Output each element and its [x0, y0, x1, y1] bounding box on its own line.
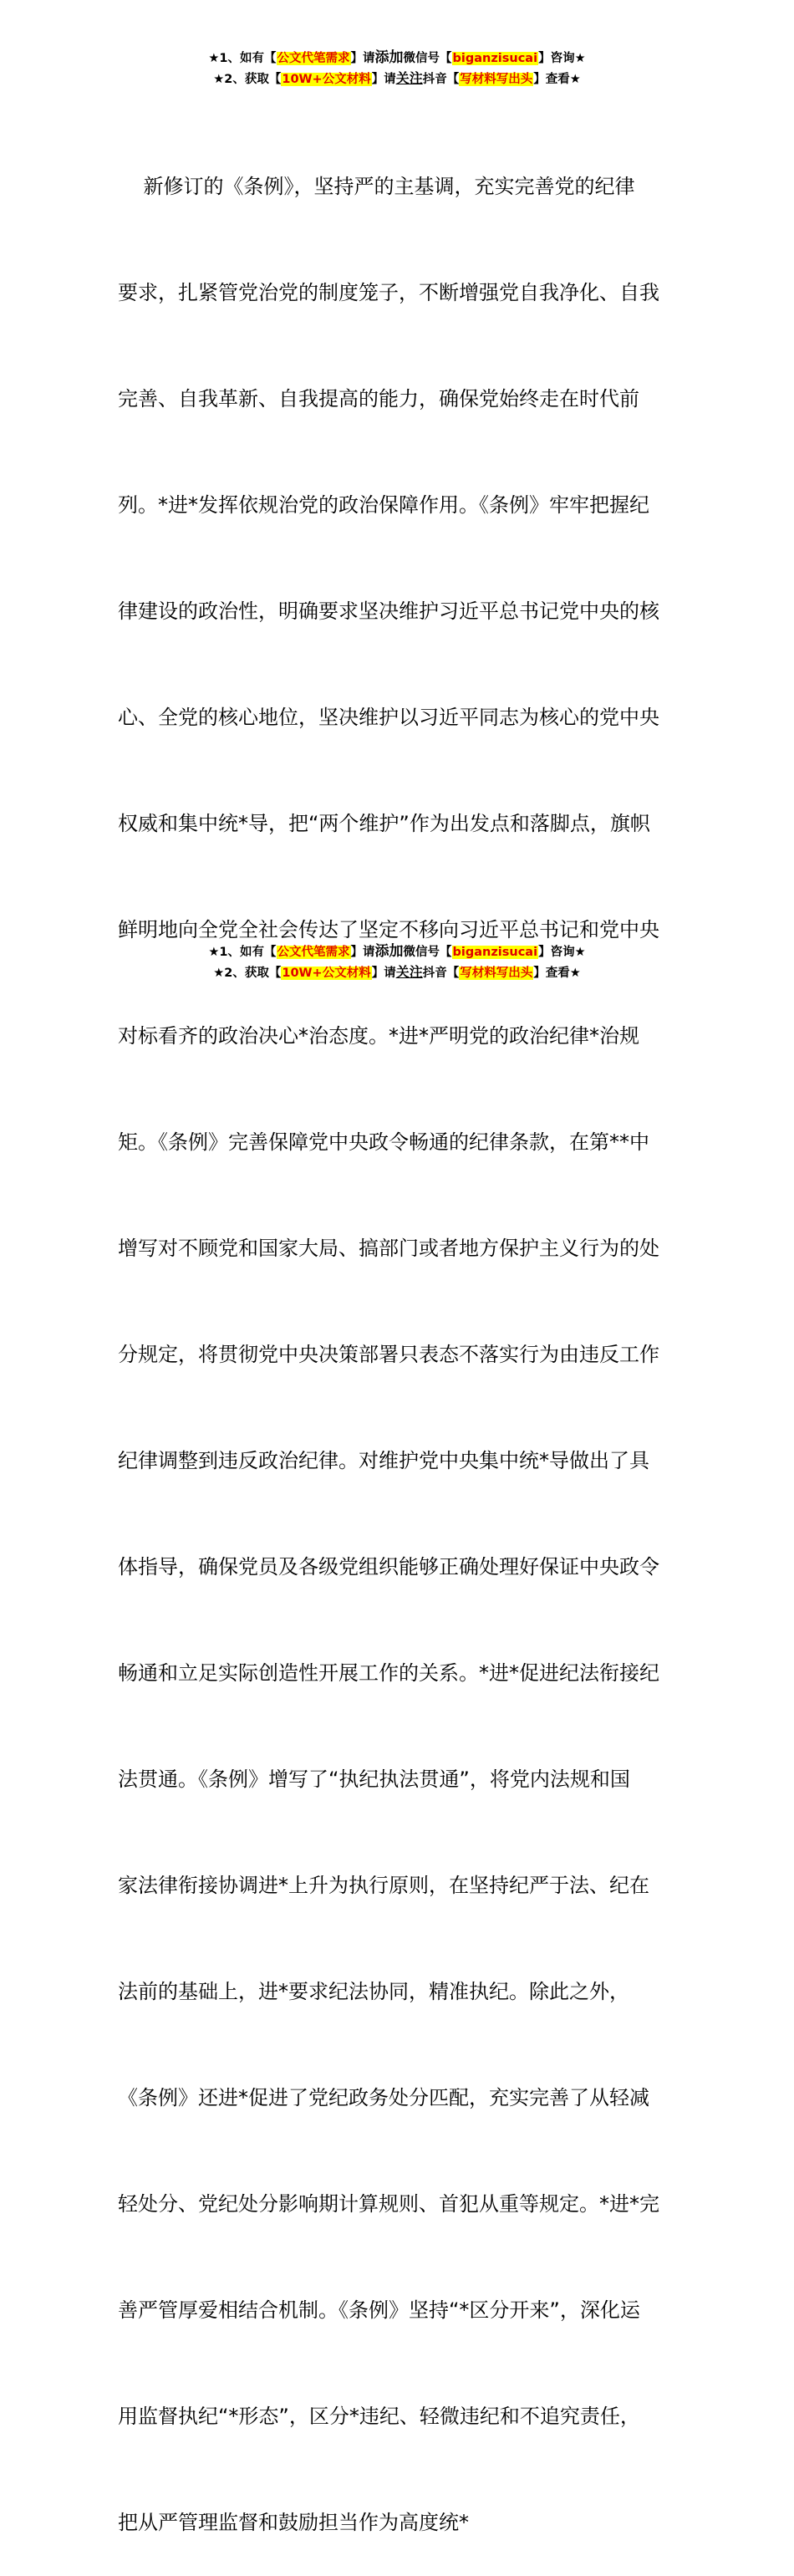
- body-line: 家法律衔接协调进*上升为执行原则，在坚持纪严于法、纪在: [118, 1874, 649, 1898]
- body-line: 要求，扎紧管党治党的制度笼子，不断增强党自我净化、自我: [118, 280, 659, 304]
- footer-banner: [0, 942, 794, 983]
- footer-line2-mid1: 】请: [371, 967, 396, 980]
- footer-line2-emphasis: 关注: [395, 964, 423, 980]
- body-line: 《条例》还进*促进了党纪政务处分匹配，充实完善了从轻减: [118, 2086, 649, 2110]
- header-banner-line-2: [0, 69, 794, 89]
- footer-banner-line-1: [0, 942, 794, 962]
- header-line1-highlight-wechat: biganzisucai: [452, 52, 538, 65]
- footer-line1-prefix: ★1、如有【: [208, 946, 277, 959]
- header-line2-highlight-douyin: 写材料写出头: [460, 73, 533, 86]
- footer-line2-suffix: 】查看★: [533, 967, 581, 980]
- footer-line1-mid2: 微信号【: [403, 946, 452, 959]
- header-line1-mid1: 】请: [350, 52, 375, 65]
- body-line: 体指导，确保党员及各级党组织能够正确处理好保证中央政令: [118, 1555, 659, 1579]
- header-banner-line-1: [0, 48, 794, 69]
- body-line: 列。*进*发挥依规治党的政治保障作用。《条例》牢牢把握纪: [118, 492, 649, 517]
- body-line: 新修订的《条例》，坚持严的主基调，充实完善党的纪律: [118, 174, 635, 198]
- header-banner: [0, 48, 794, 89]
- footer-line2-highlight-materials: 10W+公文材料: [282, 967, 371, 980]
- footer-line1-mid1: 】请: [350, 946, 375, 959]
- header-line2-mid2: 抖音【: [422, 73, 460, 86]
- body-line: 轻处分、党纪处分影响期计算规则、首犯从重等规定。*进*完: [118, 2192, 659, 2216]
- footer-banner-line-2: [0, 962, 794, 983]
- body-line: 矩。《条例》完善保障党中央政令畅通的纪律条款，在第**中: [118, 1130, 649, 1154]
- header-line1-emphasis: 添加: [374, 49, 404, 66]
- body-line: 心、全党的核心地位，坚决维护以习近平同志为核心的党中央: [118, 705, 659, 729]
- body-line: 用监督执纪“*形态”，区分*违纪、轻微违纪和不追究责任，: [118, 2405, 640, 2429]
- document-body: [118, 98, 679, 2576]
- body-line: 分规定，将贯彻党中央决策部署只表态不落实行为由违反工作: [118, 1343, 659, 1367]
- body-line: 法贯通。《条例》增写了“执纪执法贯通”，将党内法规和国: [118, 1767, 630, 1792]
- header-line2-highlight-materials: 10W+公文材料: [282, 73, 371, 86]
- footer-line1-highlight-wechat: biganzisucai: [452, 946, 538, 959]
- body-line: 律建设的政治性，明确要求坚决维护习近平总书记党中央的核: [118, 599, 659, 623]
- body-line: 权威和集中统*导，把“两个维护”作为出发点和落脚点，旗帜: [118, 811, 650, 835]
- header-line2-emphasis: 关注: [395, 70, 423, 86]
- body-line: 善严管厚爱相结合机制。《条例》坚持“*区分开来”，深化运: [118, 2298, 640, 2323]
- footer-line2-prefix: ★2、获取【: [213, 967, 282, 980]
- header-line2-prefix: ★2、获取【: [213, 73, 282, 86]
- body-line: 畅通和立足实际创造性开展工作的关系。*进*促进纪法衔接纪: [118, 1661, 659, 1686]
- footer-line1-emphasis: 添加: [374, 943, 404, 960]
- body-line: 对标看齐的政治决心*治态度。*进*严明党的政治纪律*治规: [118, 1023, 639, 1048]
- footer-line2-highlight-douyin: 写材料写出头: [460, 967, 533, 980]
- header-line1-mid2: 微信号【: [403, 52, 452, 65]
- body-line: 法前的基础上，进*要求纪法协同，精准执纪。除此之外，: [118, 1980, 629, 2004]
- body-line: 纪律调整到违反政治纪律。对维护党中央集中统*导做出了具: [118, 1449, 649, 1473]
- footer-line2-mid2: 抖音【: [422, 967, 460, 980]
- header-line1-suffix: 】咨询★: [538, 52, 586, 65]
- body-line: 完善、自我革新、自我提高的能力，确保党始终走在时代前: [118, 386, 639, 411]
- body-line: 把从严管理监督和鼓励担当作为高度统*: [118, 2511, 469, 2535]
- header-line1-highlight-service: 公文代笔需求: [277, 52, 350, 65]
- footer-line1-highlight-service: 公文代笔需求: [277, 946, 350, 959]
- body-line: 鲜明地向全党全社会传达了坚定不移向习近平总书记和党中央: [118, 917, 659, 941]
- header-line2-suffix: 】查看★: [533, 73, 581, 86]
- header-line1-prefix: ★1、如有【: [208, 52, 277, 65]
- header-line2-mid1: 】请: [371, 73, 396, 86]
- body-line: 增写对不顾党和国家大局、搞部门或者地方保护主义行为的处: [118, 1237, 659, 1260]
- footer-line1-suffix: 】咨询★: [538, 946, 586, 959]
